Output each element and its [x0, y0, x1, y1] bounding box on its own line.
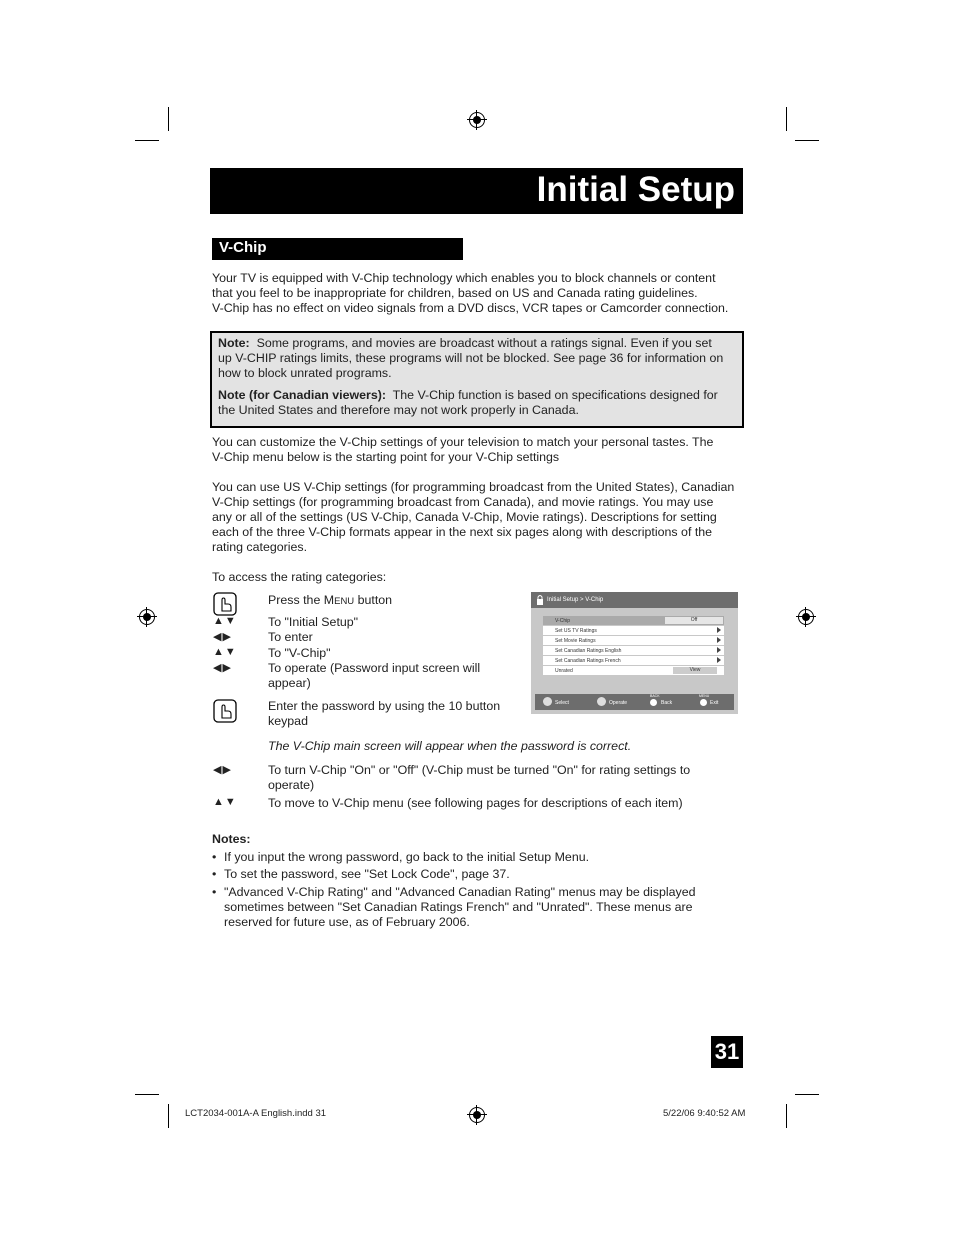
tv-menu-row-movie[interactable]	[543, 636, 724, 646]
text-line: To operate (Password input screen will	[268, 661, 481, 675]
page-number: 31	[711, 1036, 743, 1068]
select-dial-icon	[543, 697, 552, 706]
page-title-bar	[210, 168, 743, 214]
crop-mark	[786, 1104, 787, 1128]
text-line: up V-CHIP ratings limits, these programs will not be blocked. See page 36 for information on	[218, 351, 724, 365]
text-fragment: button	[354, 593, 393, 607]
text-line: To set the password, see "Set Lock Code", page 37.	[224, 867, 510, 881]
footer-filename: LCT2034-001A-A English.indd 31	[185, 1108, 327, 1119]
canadian-note-paragraph	[218, 388, 736, 418]
tv-menu-row-label: Set Canadian Ratings English	[555, 648, 622, 654]
text-line: Some programs, and movies are broadcast without a ratings signal. Even if you set	[256, 336, 712, 350]
tv-menu-row-canadian-french[interactable]	[543, 656, 724, 666]
lock-icon	[536, 594, 544, 606]
page-title: Initial Setup	[536, 170, 735, 209]
text-line: reserved for future use, as of February 2006.	[224, 915, 470, 929]
tv-menu-row-label: Set US TV Ratings	[555, 628, 597, 634]
text-line: To turn V-Chip "On" or "Off" (V-Chip must be turned "On" for rating settings to	[268, 763, 691, 777]
text-line: V-Chip menu below is the starting point for your V-Chip settings	[212, 450, 560, 464]
text-line: You can customize the V-Chip settings of your television to match your personal tastes. The	[212, 435, 714, 449]
tv-footer-exit: Exit	[710, 700, 719, 706]
left-right-arrows-icon: ◀▶	[213, 631, 232, 643]
text-line: "Advanced V-Chip Rating" and "Advanced Canadian Rating" menus may be displayed	[224, 885, 696, 899]
note-label: Note (for Canadian viewers):	[218, 388, 386, 402]
text-line: rating categories.	[212, 540, 308, 554]
tv-menu-row-us-tv[interactable]	[543, 626, 724, 636]
tv-footer-back: Back	[661, 700, 673, 706]
tv-footer-back-key: BACK	[650, 694, 660, 698]
crop-mark	[135, 1094, 159, 1095]
text-line: Enter the password by using the 10 button	[268, 699, 501, 713]
tv-footer-exit-key: MENU	[699, 694, 710, 698]
tv-menu-header	[531, 592, 738, 608]
note-item: • If you input the wrong password, go back to the initial Setup Menu.	[212, 850, 712, 865]
crop-mark	[135, 140, 159, 141]
menu-button-hand-icon	[213, 592, 237, 616]
operate-dial-icon	[597, 697, 606, 706]
footer-timestamp: 5/22/06 9:40:52 AM	[663, 1108, 746, 1119]
tv-menu-row-canadian-english[interactable]	[543, 646, 724, 656]
step-initial-setup: To "Initial Setup"	[268, 615, 359, 629]
text-line: keypad	[268, 714, 308, 728]
notes-heading: Notes:	[212, 832, 251, 846]
note-box	[210, 331, 744, 428]
text-line: that you feel to be inappropriate for children, based on US and Canada rating guidelines.	[212, 286, 698, 300]
text-line: V-Chip has no effect on video signals from a DVD discs, VCR tapes or Camcorder connection.	[212, 301, 729, 315]
up-down-arrows-icon: ▲▼	[213, 646, 237, 658]
crop-mark	[795, 140, 819, 141]
up-down-arrows-icon: ▲▼	[213, 796, 237, 808]
step-operate	[268, 661, 480, 691]
arrow-right-icon	[717, 627, 721, 633]
step-main-screen-note: The V-Chip main screen will appear when the password is correct.	[268, 739, 632, 753]
tv-menu-row-label: Set Canadian Ratings French	[555, 658, 621, 664]
tv-menu-breadcrumb: Initial Setup > V-Chip	[547, 597, 604, 603]
customize-paragraph	[212, 435, 747, 465]
note-item: • "Advanced V-Chip Rating" and "Advanced Canadian Rating" menus may be displayed sometimes between "Set Canadian Ratings French" and "Unrated". These menus are reserved for future use, as of February 2006.	[212, 885, 712, 930]
step-press-menu	[268, 593, 392, 609]
section-title-bar	[212, 238, 463, 260]
tv-menu-value: View	[673, 667, 717, 674]
keypad-hand-icon	[213, 699, 237, 723]
intro-paragraph	[212, 271, 747, 316]
usage-paragraph	[212, 480, 747, 555]
up-down-arrows-icon: ▲▼	[213, 615, 237, 627]
text-line: each of the three V-Chip formats appear in the next six pages along with descriptions of the	[212, 525, 713, 539]
tv-menu-row-label: Set Movie Ratings	[555, 638, 596, 644]
left-right-arrows-icon: ◀▶	[213, 662, 232, 674]
registration-mark-icon	[139, 609, 155, 625]
text-line: V-Chip settings (for programming broadcast from Canada), and movie ratings. You may use	[212, 495, 714, 509]
text-line: how to block unrated programs.	[218, 366, 392, 380]
tv-footer-operate: Operate	[609, 700, 628, 706]
tv-menu-row-vchip[interactable]	[543, 616, 724, 626]
arrow-right-icon	[717, 647, 721, 653]
small-caps-menu: ENU	[334, 596, 355, 607]
crop-mark	[786, 107, 787, 131]
tv-menu-row-unrated[interactable]	[543, 666, 724, 676]
section-title: V-Chip	[219, 239, 267, 256]
access-intro: To access the rating categories:	[212, 570, 387, 584]
text-line: Your TV is equipped with V-Chip technology which enables you to block channels or content	[212, 271, 716, 285]
exit-button-icon	[700, 699, 707, 706]
tv-menu-row-label: V-Chip	[555, 618, 571, 624]
text-line: appear)	[268, 676, 311, 690]
crop-mark	[168, 1104, 169, 1128]
note-label: Note:	[218, 336, 250, 350]
text-line: sometimes between "Set Canadian Ratings French" and "Unrated". These menus are	[224, 900, 693, 914]
note-paragraph	[218, 336, 736, 381]
step-password	[268, 699, 500, 729]
step-turn-vchip	[268, 763, 690, 793]
text-line: You can use US V-Chip settings (for programming broadcast from the United States), Canadian	[212, 480, 735, 494]
tv-menu-footer	[535, 694, 734, 710]
tv-menu-value: Off	[665, 617, 723, 624]
step-enter: To enter	[268, 630, 313, 644]
text-line: The V-Chip function is based on specifications designed for	[392, 388, 718, 402]
tv-footer-select: Select	[555, 700, 569, 706]
tv-menu-row-label: Unrated	[555, 668, 573, 674]
text-line: If you input the wrong password, go back to the initial Setup Menu.	[224, 850, 590, 864]
arrow-right-icon	[717, 637, 721, 643]
back-button-icon	[650, 699, 657, 706]
crop-mark	[795, 1094, 819, 1095]
arrow-right-icon	[717, 657, 721, 663]
left-right-arrows-icon: ◀▶	[213, 764, 232, 776]
registration-mark-icon	[469, 1107, 485, 1123]
registration-mark-icon	[798, 609, 814, 625]
step-vchip: To "V-Chip"	[268, 646, 331, 660]
text-fragment: Press the M	[268, 593, 335, 607]
text-line: operate)	[268, 778, 315, 792]
text-line: the United States and therefore may not work properly in Canada.	[218, 403, 579, 417]
step-move-menu: To move to V-Chip menu (see following pages for descriptions of each item)	[268, 796, 683, 810]
registration-mark-icon	[469, 112, 485, 128]
crop-mark	[168, 107, 169, 131]
note-item: • To set the password, see "Set Lock Code", page 37.	[212, 867, 712, 882]
vchip-menu-screenshot	[531, 592, 738, 714]
text-line: any or all of the settings (US V-Chip, Canada V-Chip, Movie ratings). Descriptions for setting	[212, 510, 717, 524]
